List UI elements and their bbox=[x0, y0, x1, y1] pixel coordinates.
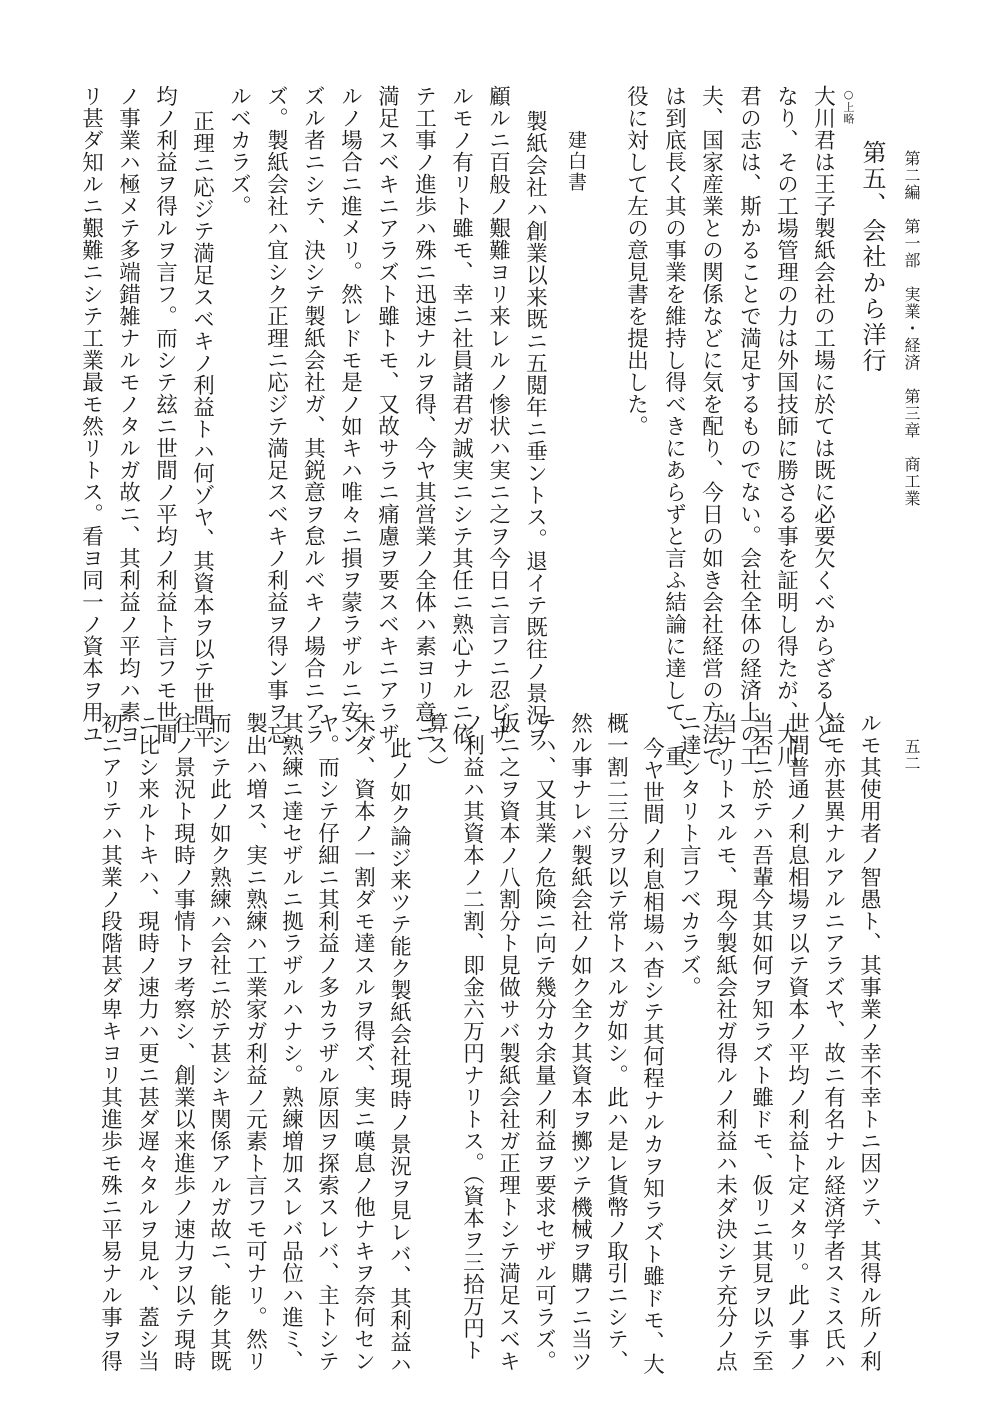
body-line: ルベカラズ。 bbox=[226, 85, 252, 217]
body-line: ルノ場合ニ進メリ。然レドモ是ノ如キハ唯々ニ損ヲ蒙ラザルニ安ン bbox=[337, 85, 363, 745]
body-line: ズル者ニシテ、決シテ製紙会社ガ、其鋭意ヲ怠ルベキノ場合ニアラ bbox=[300, 85, 326, 745]
body-line: 而シテ此ノ如ク熟練ハ会社ニ於テ甚シキ関係アルガ故ニ、能ク其既 bbox=[206, 712, 232, 1372]
body-line: テハ、又其業ノ危険ニ向テ幾分カ余量ノ利益ヲ要求セザル可ラズ。 bbox=[531, 712, 557, 1372]
body-line: 此ノ如ク論ジ来ツテ能ク製紙会社現時ノ景況ヲ見レバ、其利益ハ bbox=[386, 737, 412, 1375]
body-line: 未ダ、資本ノ一割ダモ達スルヲ得ズ、実ニ嘆息ノ他ナキヲ奈何セン bbox=[350, 712, 376, 1372]
body-line: 正理ニ応ジテ満足スベキノ利益トハ何ゾヤ、其資本ヲ以テ世間平 bbox=[189, 110, 215, 748]
body-line: テ工事ノ進歩ハ殊ニ迅速ナルヲ得、今ヤ其営業ノ全体ハ素ヨリ意ニ bbox=[411, 85, 437, 745]
body-line: ニ比シ来ルトキハ、現時ノ速力ハ更ニ甚ダ遅々タルヲ見ル、蓋シ当 bbox=[134, 712, 160, 1372]
body-line: ルモノ有リト雖モ、幸ニ社員諸君ガ誠実ニシテ其任ニ熟心ナルニ依 bbox=[448, 85, 474, 745]
body-line: 満足スベキニアラズト雖トモ、又故サラニ痛慮ヲ要スベキニアラザ bbox=[374, 85, 400, 745]
intro-line: 役に対して左の意見書を提出した。 bbox=[623, 85, 649, 437]
body-line: ニ達シタリト言フベカラズ。 bbox=[676, 712, 702, 998]
intro-line: 夫、国家産業との関係などに気を配り、今日の如き会社経営の方法で bbox=[698, 85, 724, 767]
intro-line: 君の志は、斯かることで満足するものでない。会社全体の経済上の工 bbox=[736, 85, 762, 767]
body-line: ノ事業ハ極メテ多端錯雑ナルモノタルガ故ニ、其利益ノ平均ハ素ヨ bbox=[115, 85, 141, 745]
body-line: 初ニアリテハ其業ノ段階甚ダ卑キヨリ其進歩モ殊ニ平易ナル事ヲ得 bbox=[97, 712, 123, 1372]
body-line: 然ル事ナレバ製紙会社ノ如ク全ク其資本ヲ擲ツテ機械ヲ購フニ当ツ bbox=[567, 712, 593, 1372]
body-line: ヤ。而シテ仔細ニ其利益ノ多カラザル原因ヲ探索スレバ、主トシテ bbox=[314, 712, 340, 1372]
intro-line: 大川君は王子製紙会社の工場に於ては既に必要欠くべからざる人と bbox=[810, 85, 836, 745]
body-line: 世間普通ノ利息相場ヲ以テ資本ノ平均ノ利益ト定メタリ。此ノ事ノ bbox=[784, 712, 810, 1372]
body-line: 当否ニ於テハ吾輩今其如何ヲ知ラズト雖ドモ、仮リニ其見ヲ以テ至 bbox=[748, 712, 774, 1372]
intro-line: は到底長く其の事業を維持し得べきにあらずと言ふ結論に達して、重 bbox=[661, 85, 687, 767]
body-line: ノ利益ハ其資本ノ二割、即金六万円ナリトス。（資本ヲ三拾万円ト bbox=[459, 712, 485, 1362]
body-line: 顧ルニ百般ノ艱難ヨリ来レルノ惨状ハ実ニ之ヲ今日ニ言フニ忍ビザ bbox=[485, 85, 511, 745]
body-line: リ甚ダ知ルニ艱難ニシテ工業最モ然リトス。看ヨ同一ノ資本ヲ用ユ bbox=[78, 85, 104, 745]
body-line: 製出ハ増ス、実ニ熟練ハ工業家ガ利益ノ元素ト言フモ可ナリ。然リ bbox=[242, 712, 268, 1372]
body-line: ズ。製紙会社ハ宜シク正理ニ応ジテ満足スベキノ利益ヲ得ン事ヲ忘 bbox=[263, 85, 289, 745]
section-title: 第五、会社から洋行 bbox=[858, 140, 886, 374]
body-line: ルモ其使用者ノ智愚ト、其事業ノ幸不幸トニ因ツテ、其得ル所ノ利 bbox=[856, 712, 882, 1372]
body-line: 算ス） bbox=[423, 712, 449, 778]
body-line: 当ナリトスルモ、現今製紙会社ガ得ルノ利益ハ未ダ決シテ充分ノ点 bbox=[712, 712, 738, 1372]
body-line: 仮ニ之ヲ資本ノ八割分ト見做サバ製紙会社ガ正理トシテ満足スベキ bbox=[495, 712, 521, 1372]
body-line: 今ヤ世間ノ利息相場ハ杳シテ其何程ナルカヲ知ラズト雖ドモ、大 bbox=[639, 737, 665, 1375]
body-line: 其熟練ニ達セザルニ拠ラザルハナシ。熟練増加スレバ品位ハ進ミ、 bbox=[278, 712, 304, 1372]
running-header: 第二編 第一部 実業・経済 第三章 商工業 bbox=[902, 150, 921, 507]
body-line: 概一割二三分ヲ以テ常トスルガ如シ。此ハ是レ貨幣ノ取引ニシテ、 bbox=[603, 712, 629, 1372]
body-line: 往ノ景況ト現時ノ事情トヲ考察シ、創業以来進歩ノ速力ヲ以テ現時 bbox=[170, 712, 196, 1372]
body-line: 益モ亦甚異ナルアルニアラズヤ、故ニ有名ナル経済学者スミス氏ハ bbox=[820, 712, 846, 1372]
body-line: 製紙会社ハ創業以来既ニ五閲年ニ垂ントス。退イテ既往ノ景況ヲ bbox=[522, 110, 548, 748]
intro-line: なり、その工場管理の力は外国技師に勝さる事を証明し得たが、大川 bbox=[773, 85, 799, 767]
page-number: 五二 bbox=[902, 738, 921, 772]
subheading: 建白書 bbox=[565, 130, 587, 193]
body-line: 均ノ利益ヲ得ルヲ言フ。而シテ玆ニ世間ノ平均ノ利益ト言フモ世間 bbox=[152, 85, 178, 745]
note-mark: ○上略 bbox=[842, 88, 855, 125]
